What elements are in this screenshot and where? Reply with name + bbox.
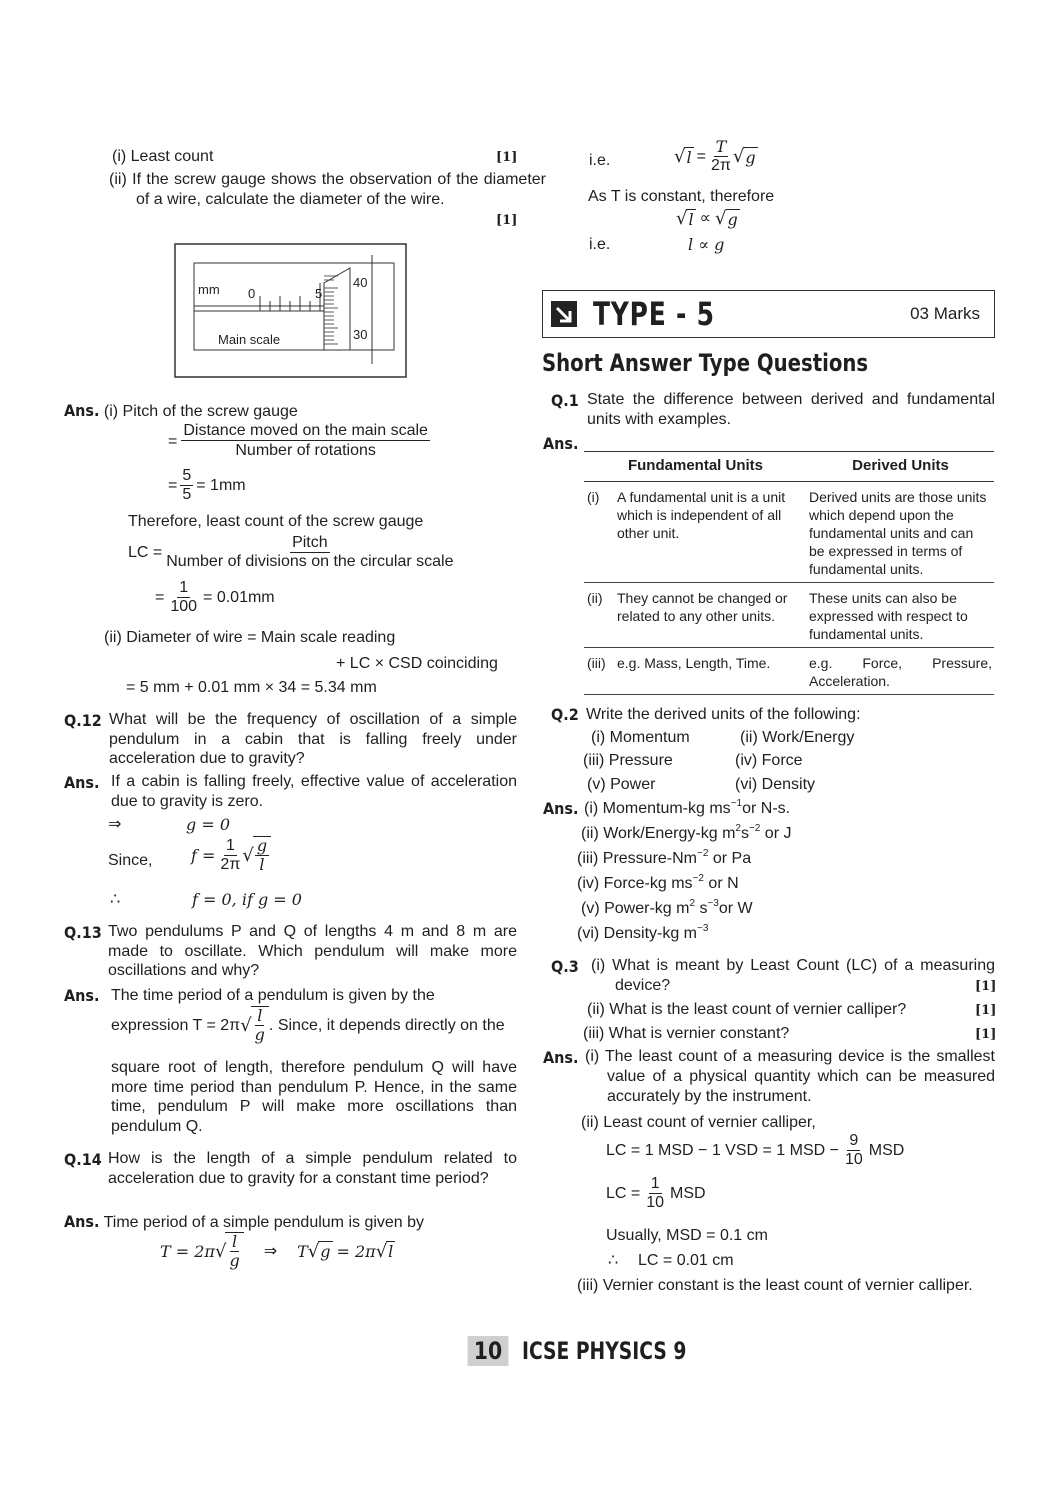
sqrt-icon: √ <box>242 844 254 866</box>
row-number: (iii) <box>584 648 615 695</box>
ans-label: Ans. <box>64 401 100 420</box>
therefore-symbol: ∴ <box>608 1252 619 1269</box>
pitch-formula: = $\frac{\text{Distance moved on the main scale}}{\text{Number of rotations}}$ <box>168 422 430 462</box>
screw-gauge-diagram <box>174 243 408 379</box>
as-t-constant: As T is constant, therefore <box>588 188 775 205</box>
q2-answer-4: (iv) Force-kg $ms^{-2}$ or N <box>577 873 739 892</box>
proportional-formula <box>676 208 740 230</box>
marks: [1] <box>496 150 518 165</box>
sqrt-l-formula: √ l = $\frac{T}{2\pi}$ √ g <box>674 137 756 175</box>
units-table <box>584 451 994 695</box>
section-heading: Short Answer Type Questions <box>542 349 869 377</box>
derived-cell: e.g. Force, Pressure, Acceleration. <box>807 648 994 695</box>
sqrt-icon: √ <box>674 146 686 168</box>
arrow-icon <box>551 301 577 327</box>
q2-answer-2: (ii) Work/Energy-kg $m^2s^{-2}$ or J <box>581 823 792 842</box>
sqrt-g: g <box>745 147 756 167</box>
five-mark: 5 <box>315 286 323 301</box>
lc-eq: LC = <box>606 1185 641 1203</box>
q2-item: (i) Momentum <box>591 729 690 746</box>
q2-item: (iv) Force <box>735 752 803 769</box>
diameter-line-3: = 5 mm + 0.01 mm × 34 = 5.34 mm <box>126 679 377 696</box>
frac-num: 1 <box>224 837 237 856</box>
table-row <box>584 648 994 695</box>
q14-formula <box>160 1232 395 1271</box>
since-text: . Since, it depends directly on the <box>268 1016 505 1034</box>
type-banner <box>542 290 995 338</box>
q13-ans-2: square root of length, therefore pendulum Q will have more time period than pendulum P. Hence, in the same time, pendulum P will make more oscillations than pendulum Q. <box>111 1059 517 1135</box>
t-symbol: T <box>297 1241 308 1261</box>
frac-den: g <box>254 1025 265 1045</box>
frac-num: l <box>232 1232 238 1251</box>
q2-item: (ii) Work/Energy <box>740 729 855 746</box>
page-number: 10 <box>468 1336 509 1366</box>
mm-label: mm <box>198 282 220 297</box>
frac-den: l <box>259 855 265 875</box>
q1-ans-label: Ans. <box>543 434 579 453</box>
q1-text: State the difference between derived and fundamental units with examples. <box>587 391 995 428</box>
q2-item: (iii) Pressure <box>583 752 673 769</box>
q3-ans-label: Ans. <box>543 1048 579 1067</box>
q3-answer-ii: (ii) Least count of vernier calliper, <box>581 1114 816 1131</box>
marks: [1] <box>975 1003 997 1018</box>
lc-denominator: Number of divisions on the circular scale <box>166 553 454 571</box>
usually-msd: Usually, MSD = 0.1 cm <box>606 1227 768 1244</box>
frac-num: 9 <box>847 1132 860 1151</box>
proportional-symbol: ∝ <box>699 210 712 228</box>
marks: [1] <box>975 979 997 994</box>
q13-ans-1: The time period of a pendulum is given by the <box>111 987 435 1004</box>
pitch-denominator: Number of rotations <box>235 442 376 460</box>
q11-part-i: (i) Least count <box>112 148 214 165</box>
lc-line: LC = 1 MSD − 1 VSD = 1 MSD − <box>606 1142 839 1160</box>
q13-ans-label: Ans. <box>64 986 100 1005</box>
sqrt-icon: √ <box>240 1014 252 1036</box>
implies-symbol: ⇒ <box>108 816 122 833</box>
frac-den: 10 <box>646 1194 665 1212</box>
frac-den: 2π <box>710 157 731 175</box>
table-row <box>584 482 994 583</box>
lc-vernier-result <box>606 1175 706 1213</box>
sqrt-g: g <box>320 1242 331 1262</box>
marks: [1] <box>496 213 518 228</box>
thirty-mark: 30 <box>353 327 368 342</box>
since-label: Since, <box>108 852 153 869</box>
sqrt-icon: √ <box>214 1240 227 1262</box>
q3-answer-i: (i) The least count of a measuring device is the smallest value of a physical quantity which can be measured accurately by the instrument. <box>585 1048 995 1105</box>
lc-numerator: Pitch <box>290 534 330 553</box>
header-derived: Derived Units <box>807 452 994 482</box>
frac-den: g <box>229 1251 240 1271</box>
frac-num: 1 <box>177 579 190 598</box>
frac-num: g <box>256 836 268 855</box>
sqrt-body <box>225 1232 243 1271</box>
q14-label: Q.14 <box>64 1150 102 1169</box>
fundamental-cell: They cannot be changed or related to any other units. <box>615 583 807 648</box>
forty-mark: 40 <box>353 275 368 290</box>
q11-part-ii: (ii) If the screw gauge shows the observation of the diameter of a wire, calculate the diameter of the wire. <box>109 171 546 208</box>
implies-symbol: ⇒ <box>263 1242 278 1260</box>
q2-text: Write the derived units of the following: <box>586 706 861 723</box>
t-eq: T = 2π <box>160 1241 215 1261</box>
sqrt-body <box>253 836 271 875</box>
lc-vernier-formula <box>606 1132 904 1170</box>
frac-num: l <box>257 1006 263 1025</box>
q2-answer-1: (i) Momentum-kg $ms^{-1}or$ N-s. <box>584 798 791 817</box>
one-mm: = 1mm <box>196 477 246 495</box>
diameter-line-2: + LC × CSD coinciding <box>336 655 498 672</box>
ie-label: i.e. <box>589 152 611 169</box>
frac-num: 1 <box>649 1175 662 1194</box>
q14-ans-text: Time period of a simple pendulum is given by <box>103 1214 425 1231</box>
lc-value: = $\frac{1}{100}$ = 0.01mm <box>155 579 275 616</box>
q14-text: How is the length of a simple pendulum related to acceleration due to gravity for a constant time period? <box>108 1150 517 1187</box>
f-eq: f = <box>191 845 216 865</box>
q13-text: Two pendulums P and Q of lengths 4 m and 8 m are made to oscillate. Which pendulum will make more oscillations and why? <box>108 923 517 979</box>
frac-den: 10 <box>844 1151 863 1169</box>
q12-text: What will be the frequency of oscillation of a simple pendulum in a cabin that is falling freely under acceleration due to gravity? <box>109 711 517 767</box>
q12-ans-text: If a cabin is falling freely, effective value of acceleration due to gravity is zero. <box>111 773 517 810</box>
l-prop-g: l ∝ g <box>688 235 725 254</box>
frac-den: 100 <box>170 598 198 616</box>
frac-num: T <box>715 137 727 156</box>
q2-item: (vi) Density <box>735 776 816 793</box>
q13-label: Q.13 <box>64 923 102 942</box>
marks: [1] <box>975 1027 997 1042</box>
table-header-row <box>584 452 994 482</box>
sqrt-l: l <box>688 209 694 229</box>
sqrt-icon: √ <box>715 208 727 229</box>
q12-ans-label: Ans. <box>64 773 100 792</box>
pitch-numerator: Distance moved on the main scale <box>181 422 430 441</box>
type-marks: 03 Marks <box>910 304 980 323</box>
q3-part-ii: (ii) What is the least count of vernier calliper? <box>587 1001 907 1018</box>
q3-answer-iii: (iii) Vernier constant is the least count of vernier calliper. <box>577 1277 973 1294</box>
q14-answer <box>64 1212 424 1232</box>
q2-ans-label: Ans. <box>543 799 579 818</box>
sqrt-l: l <box>388 1242 394 1262</box>
main-scale-label: Main scale <box>218 332 281 347</box>
q12-result: f = 0, if g = 0 <box>192 890 302 909</box>
sqrt-g: g <box>727 209 738 229</box>
pitch-value: = $\frac{5}{5}$ = 1mm <box>168 467 246 504</box>
q3-part-iii: (iii) What is vernier constant? <box>583 1025 790 1042</box>
q2-item: (v) Power <box>587 776 656 793</box>
lc-result: = 0.01mm <box>203 589 275 607</box>
g-zero: g = 0 <box>186 815 230 834</box>
q2-answer-6: (vi) Density-kg $m^{-3}$ <box>577 923 709 942</box>
q2-label: Q.2 <box>551 705 579 724</box>
derived-cell: Derived units are those units which depend upon the fundamental units and can be expressed in terms of fundamental units. <box>807 482 994 583</box>
lc-eq: LC = <box>128 544 163 562</box>
q3-part-i: (i) What is meant by Least Count (LC) of a measuring device? <box>591 957 995 994</box>
sqrt-l: l <box>686 147 692 167</box>
q2-answer-3: (iii) Pressure-$Nm^{-2}$ or Pa <box>577 848 752 867</box>
frac-den: 5 <box>182 486 192 504</box>
frequency-formula <box>191 836 271 875</box>
type-title: TYPE - 5 <box>593 295 715 333</box>
sqrt-icon: √ <box>732 146 745 168</box>
fundamental-cell: A fundamental unit is a unit which is independent of all other unit. <box>615 482 807 583</box>
answer-block <box>64 401 298 421</box>
therefore-lc: Therefore, least count of the screw gauge <box>128 513 424 530</box>
t-expression: expression T = 2π <box>111 1016 241 1034</box>
table-row <box>584 583 994 648</box>
fundamental-cell: e.g. Mass, Length, Time. <box>615 648 807 695</box>
q2-answer-5: (v) Power-kg $m^2$ $s^{-3}or$ W <box>581 898 753 917</box>
header-fundamental: Fundamental Units <box>584 452 807 482</box>
frac-num: 5 <box>180 467 193 486</box>
derived-cell: These units can also be expressed with respect to fundamental units. <box>807 583 994 648</box>
diameter-line-1: (ii) Diameter of wire = Main scale reading <box>104 629 396 646</box>
ie-label-2: i.e. <box>589 236 611 253</box>
sqrt-body <box>251 1006 269 1045</box>
q1-label: Q.1 <box>551 391 579 410</box>
book-title: ICSE PHYSICS 9 <box>522 1337 687 1365</box>
msd-unit: MSD <box>670 1185 706 1203</box>
sqrt-icon: √ <box>375 1240 388 1262</box>
rhs-eq: = 2π <box>336 1241 376 1261</box>
q12-label: Q.12 <box>64 711 102 730</box>
lc-value: LC = 0.01 cm <box>638 1252 734 1269</box>
q14-ans-label: Ans. <box>64 1212 100 1231</box>
zero-mark: 0 <box>248 286 256 301</box>
frac-den: 2π <box>220 855 241 873</box>
row-number: (ii) <box>584 583 615 648</box>
lc-formula <box>128 534 455 572</box>
sqrt-icon: √ <box>676 208 688 229</box>
row-number: (i) <box>584 482 615 583</box>
sqrt-icon: √ <box>307 1240 320 1262</box>
q3-label: Q.3 <box>551 957 579 976</box>
msd-unit: MSD <box>868 1142 905 1160</box>
therefore-symbol: ∴ <box>110 891 121 908</box>
pitch-intro: (i) Pitch of the screw gauge <box>103 403 298 420</box>
q13-expression <box>111 1006 505 1045</box>
